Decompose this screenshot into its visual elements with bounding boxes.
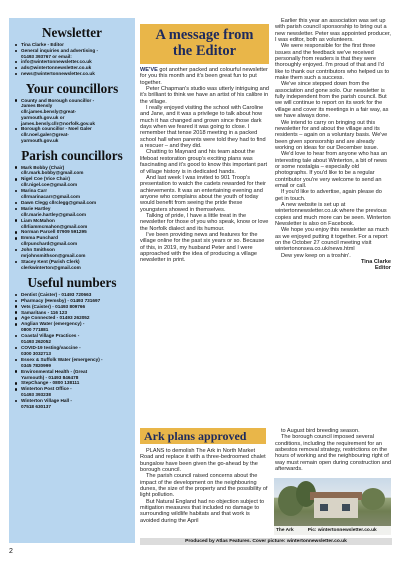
editor-paragraphs-1 bbox=[140, 86, 269, 264]
list-item-text: 01493 393767 or email: bbox=[21, 53, 72, 59]
useful-numbers-list bbox=[14, 292, 130, 410]
list-item-text: John Smithson bbox=[21, 247, 55, 253]
list-item-text: 0345 7820999 bbox=[21, 362, 51, 368]
paragraph: to August bird breeding season. bbox=[281, 428, 360, 434]
list-item-text: cllr.nigel.coe@gmail.com bbox=[21, 182, 78, 188]
page-number: 2 bbox=[9, 548, 13, 555]
paragraph: We'd love to hear from anyone who has an interesting tale about Winterton, a bit of news or some nostalgia – especially old photographs. If you'd like to be a regular contributor you're very welcome to send an email or call. bbox=[275, 151, 388, 189]
list-item-text: cllrpunchard@gmail.com bbox=[21, 241, 78, 247]
list-item-text: Age Connected - 01493 262052 bbox=[21, 315, 90, 321]
list-item-text: yarmouth.gov.uk or bbox=[21, 114, 65, 120]
parish-councillors-heading: Parish councillors bbox=[21, 147, 123, 163]
ark-article-column-1 bbox=[140, 448, 269, 538]
photo-caption-title: The Ark bbox=[276, 528, 294, 533]
list-item-text: cllrliammcmahon@gmail.com bbox=[21, 223, 88, 229]
editor-paragraphs-2 bbox=[275, 18, 391, 259]
sidebar-contacts bbox=[9, 18, 135, 543]
editor-heading-line2: the Editor bbox=[172, 43, 237, 59]
list-item-text: Borough councillor - Noel Galer bbox=[21, 126, 92, 132]
list-item-text: County and Borough councillor - bbox=[21, 97, 95, 103]
list-item-text: cllr.noel.galer@great- bbox=[21, 132, 69, 137]
paragraph: Dew yew keep on a troshin'. bbox=[281, 252, 351, 259]
list-item-text: 0800 771881 bbox=[21, 327, 49, 333]
list-item-text: Environmental Health - (Great bbox=[21, 368, 88, 374]
list-item-text: Liam McMahon bbox=[21, 217, 55, 223]
editor-message-column-2 bbox=[275, 18, 391, 378]
list-item-text: COVID-19 testing/vaccine - bbox=[21, 344, 81, 350]
list-item-text: news@wintertonnewsletter.co.uk bbox=[21, 70, 95, 76]
list-item-text: Nigel Coe (Vice Chair) bbox=[21, 176, 70, 182]
list-item bbox=[14, 206, 130, 218]
list-item bbox=[14, 369, 130, 381]
paragraph: The parish council raised concerns about the impact of the development on the neighbouring dunes, the size of the property and the possibility of light pollution. bbox=[140, 473, 268, 499]
list-item-text: clerkwinterton@gmail.com bbox=[21, 264, 81, 270]
ark-photo bbox=[274, 478, 391, 535]
list-item bbox=[14, 48, 130, 60]
ark-paragraphs-1 bbox=[140, 448, 269, 524]
list-item bbox=[14, 259, 130, 271]
paragraph: We intend to carry on bringing out this newsletter for and about the village and its residents – again on a voluntary basis. We've been given sponsorship and are already working on ideas for our December issue. bbox=[275, 119, 388, 151]
list-item-text: Yarmouth) - 01493 846478 bbox=[21, 374, 79, 380]
editor-message-heading bbox=[140, 24, 269, 64]
list-item bbox=[14, 333, 130, 345]
list-item-text: Marina Carr bbox=[21, 188, 48, 194]
list-item-text: James Bensly bbox=[21, 103, 53, 109]
list-item-text: Stacey Kent (Parish Clerk) bbox=[21, 259, 80, 264]
paragraph: Peter Chapman's studio was utterly intriguing and it's brilliant to think we have an artist of his calibre in the village. bbox=[140, 86, 269, 105]
photo-window bbox=[342, 504, 350, 511]
ark-article-heading: Ark plans approved bbox=[140, 428, 266, 444]
list-item-text: Tina Clarke - Editor bbox=[21, 42, 64, 47]
list-item-text: cllr.mark.bobby@gmail.com bbox=[21, 170, 84, 176]
list-item-text: cllr.james.bensly@great- bbox=[21, 109, 77, 114]
editor-lead-rest: got another packed and colourful newsletter for you this month and it's been great fun to put together. bbox=[140, 67, 268, 86]
newsletter-list bbox=[14, 42, 130, 77]
list-item bbox=[14, 357, 130, 369]
footer-credits: Produced by Atlas Features. Cover picture: wintertonnewsletter.co.uk bbox=[140, 538, 392, 545]
photo-caption bbox=[274, 526, 391, 535]
paragraph: But Natural England had no objection subject to mitigation measures that included no damage to surrounding wildlife habitats and that work is avoided during the April bbox=[140, 498, 265, 524]
photo-window bbox=[320, 504, 328, 511]
list-item-text: ads@wintertonnewsletter.co.uk bbox=[21, 65, 92, 70]
list-item-text: yarmouth.gov.uk bbox=[21, 137, 59, 143]
list-item bbox=[14, 165, 130, 177]
list-item-text: cllrmarinacarr@gmail.com bbox=[21, 194, 81, 200]
list-item-text: Dentist (Caister) - 01493 720663 bbox=[21, 291, 92, 297]
list-item bbox=[14, 235, 130, 247]
list-item bbox=[14, 176, 130, 188]
list-item-text: james.bensly.cllr@norfolk.gov.uk bbox=[21, 120, 95, 126]
paragraph: PLANS to demolish The Ark in North Market Road and replace it with a three-bedroomed chalet bungalow have been given the go-ahead by the borough council. bbox=[140, 448, 266, 474]
paragraph: I've been providing news and features for the village online for the past six years or so. Because of this, in 2019, my husband Peter and I were approached with the idea of producing a village newsletter in print. bbox=[140, 231, 265, 264]
list-item-text: info@wintertonnewsletter.co.uk bbox=[21, 59, 92, 65]
list-item-text: Emma Punchard bbox=[21, 235, 58, 241]
list-item bbox=[14, 247, 130, 259]
list-item-text: StepChange - 0800 138111 bbox=[21, 380, 80, 386]
useful-numbers-heading: Useful numbers bbox=[27, 274, 117, 290]
photo-tree bbox=[361, 488, 385, 510]
list-item bbox=[14, 398, 130, 410]
list-item bbox=[14, 321, 130, 333]
editor-message-column-1 bbox=[140, 67, 269, 424]
list-item-text: Pharmacy (Hemsby) - 01493 731697 bbox=[21, 297, 101, 303]
list-item-text: Marie Hartley bbox=[21, 205, 51, 211]
newsletter-heading: Newsletter bbox=[41, 25, 103, 40]
editor-lead-paragraph bbox=[140, 67, 269, 86]
list-item bbox=[14, 126, 130, 143]
list-item-text: Winterton Post Office - bbox=[21, 386, 72, 392]
paragraph: And last week I was invited to 901 Troop's presentation to watch the cadets rewarded for their achievements. It was an entertaining evening and anyone who complains about the youth of today would benefit from seeing the pride these youngsters showed in themselves. bbox=[140, 174, 266, 213]
editor-signature-role: Editor bbox=[374, 265, 391, 272]
paragraph: Chatting to Maynard and his team about the lifeboat restoration group's exciting plans was fascinating and it's good to know this important part of village history is in dedicated hands. bbox=[140, 149, 267, 175]
paragraph: The borough council imposed several conditions, including the requirement for an asbestos removal strategy, restrictions on the hours of working and the neighbouring right of way must remain open during construction and afterwards. bbox=[275, 434, 391, 473]
list-item-text: Essex & Suffolk Water (emergency) - bbox=[21, 356, 103, 362]
list-item-text: Mark Bobby (Chair) bbox=[21, 164, 65, 170]
list-item-text: Anglian Water (emergency) - bbox=[21, 321, 85, 327]
list-item-text: Coastal Village Practices - bbox=[21, 333, 80, 339]
list-item-text: 0300 3032713 bbox=[21, 350, 51, 356]
paragraph: If you'd like to advertise, again please do get in touch. bbox=[275, 189, 382, 202]
list-item-text: Vets (Caister) - 01493 809766 bbox=[21, 303, 86, 309]
list-item-text: Winterton Village Hall - bbox=[21, 398, 72, 404]
list-item bbox=[14, 188, 130, 200]
ark-paragraphs-2 bbox=[275, 428, 391, 472]
list-item-text: Samaritans - 116 123 bbox=[21, 309, 68, 315]
ark-article-column-2 bbox=[275, 428, 391, 476]
list-item-text: General inquiries and advertising - bbox=[21, 47, 99, 53]
councillors-list bbox=[14, 98, 130, 144]
paragraph: We were responsible for the first three issues and the feedback we've received personally from readers is that they were thoroughly enjoyed. I'm proud of that and I'd like to thank our contributors who helped us to make them such a success. bbox=[275, 43, 390, 82]
list-item bbox=[14, 71, 130, 77]
list-item-text: 01493 393238 bbox=[21, 392, 51, 398]
list-item-text: Dawn Clegg cllrclegg@gmail.com bbox=[21, 199, 97, 205]
editor-signature-name: Tina Clarke bbox=[360, 259, 391, 266]
photo-caption-credit: Pic: wintertonnewsletter.co.uk bbox=[307, 528, 377, 533]
list-item bbox=[14, 98, 130, 127]
list-item bbox=[14, 345, 130, 357]
list-item-text: 01493 262052 bbox=[21, 339, 51, 345]
paragraph: A new website is set up at wintertonnewsletter.co.uk where the previous copies and much more can be seen. Winterton Newsletter is also on Facebook. bbox=[275, 201, 391, 227]
editor-lead-word: WE'VE bbox=[140, 67, 158, 73]
list-item-text: mrjohnsmithson@gmail.com bbox=[21, 253, 86, 259]
paragraph: We hope you enjoy this newsletter as much as we enjoyed putting it together. For a report on the October 27 council meeting visit wintertononsea.co.uk/news.html bbox=[275, 227, 389, 253]
list-item bbox=[14, 386, 130, 398]
list-item bbox=[14, 218, 130, 230]
list-item-text: Norman Parcell 07909 591295 bbox=[21, 229, 87, 235]
paragraph: Earlier this year an association was set up with parish council sponsorship to bring out a new newsletter. Peter was appointed producer, I was editor, both as volunteers. bbox=[275, 18, 391, 44]
parish-councillors-list bbox=[14, 165, 130, 271]
list-item-text: 07518 630137 bbox=[21, 404, 51, 410]
paragraph: We've since stepped down from the association and gone solo. Our newsletter is fully independent from the parish council. But we will continue to report on its work for the village and cover its meetings in a fair way, as we have always done. bbox=[275, 81, 389, 120]
editor-heading-line1: A message from bbox=[155, 27, 254, 43]
councillors-heading: Your councillors bbox=[25, 80, 119, 96]
list-item-text: cllr.marie.hartley@gmail.com bbox=[21, 211, 87, 217]
paragraph: Talking of pride, I have a little treat in the newsletter for those of you who speak, know or love the Norfolk dialect and its humour. bbox=[140, 212, 269, 232]
paragraph: I really enjoyed visiting the school with Caroline and Jane, and it was a privilege to talk about how much it has changed and grown since those dark days when we feared it was going to close. I remember that tense 2018 meeting in a packed school hall when parents were told they had to find a rescuer – and they did. bbox=[140, 105, 266, 150]
